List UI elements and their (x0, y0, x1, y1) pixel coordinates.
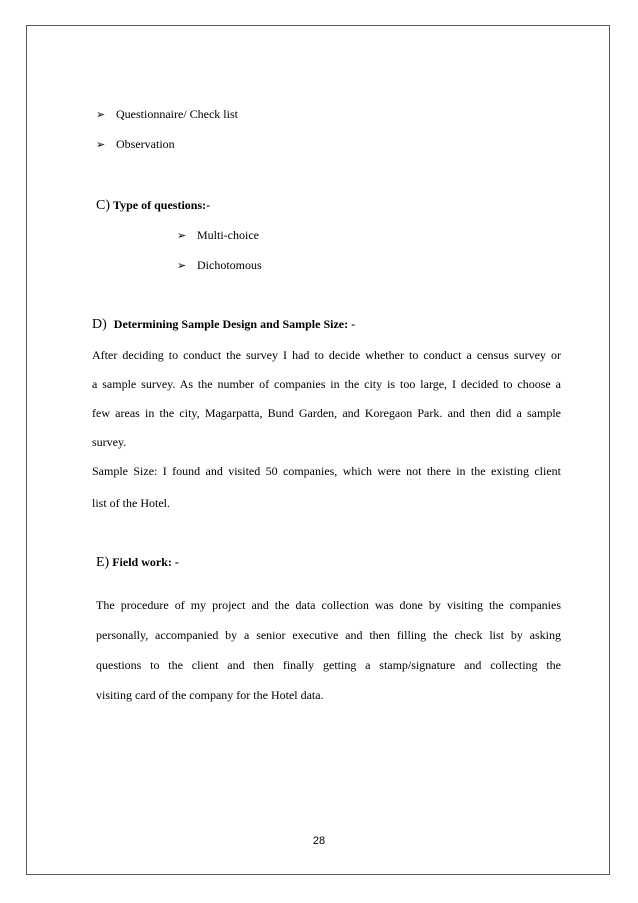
list-item (177, 228, 259, 243)
list-item-label: Multi-choice (197, 228, 259, 242)
paragraph-line: a sample survey. As the number of companies in the city is too large, I decided to choose a (92, 377, 561, 391)
list-item-label: Observation (116, 137, 175, 151)
section-c-heading (96, 198, 210, 213)
list-item (96, 137, 175, 152)
section-d-heading (92, 317, 355, 332)
list-item (96, 107, 238, 122)
list-item-label: Dichotomous (197, 258, 262, 272)
paragraph-line: visiting card of the company for the Hotel data. (96, 688, 324, 702)
section-title: Field work: - (112, 555, 179, 569)
paragraph-line: few areas in the city, Magarpatta, Bund Garden, and Koregaon Park. and then did a sample (92, 406, 561, 420)
section-title: Determining Sample Design and Sample Size: - (113, 317, 356, 331)
section-letter: E) (96, 555, 110, 570)
section-letter: C) (96, 198, 110, 213)
arrowhead-bullet-icon: ➢ (177, 229, 187, 242)
paragraph-line: questions to the client and then finally getting a stamp/signature and collecting the (96, 658, 561, 672)
section-e-heading (96, 555, 179, 570)
list-item (177, 258, 262, 273)
arrowhead-bullet-icon: ➢ (96, 138, 106, 151)
paragraph-line: list of the Hotel. (92, 496, 170, 510)
section-title: Type of questions:- (113, 198, 211, 212)
list-item-label: Questionnaire/ Check list (116, 107, 238, 121)
section-letter: D) (92, 317, 107, 332)
arrowhead-bullet-icon: ➢ (177, 259, 187, 272)
paragraph-line: Sample Size: I found and visited 50 companies, which were not there in the existing client (92, 464, 561, 478)
page-border (26, 25, 610, 875)
paragraph-line: personally, accompanied by a senior executive and then filling the check list by asking (96, 628, 561, 642)
paragraph-line: The procedure of my project and the data collection was done by visiting the companies (96, 598, 561, 612)
paragraph-line: After deciding to conduct the survey I had to decide whether to conduct a census survey or (92, 348, 561, 362)
paragraph-line: survey. (92, 435, 127, 449)
page-number: 28 (312, 835, 326, 847)
arrowhead-bullet-icon: ➢ (96, 108, 106, 121)
